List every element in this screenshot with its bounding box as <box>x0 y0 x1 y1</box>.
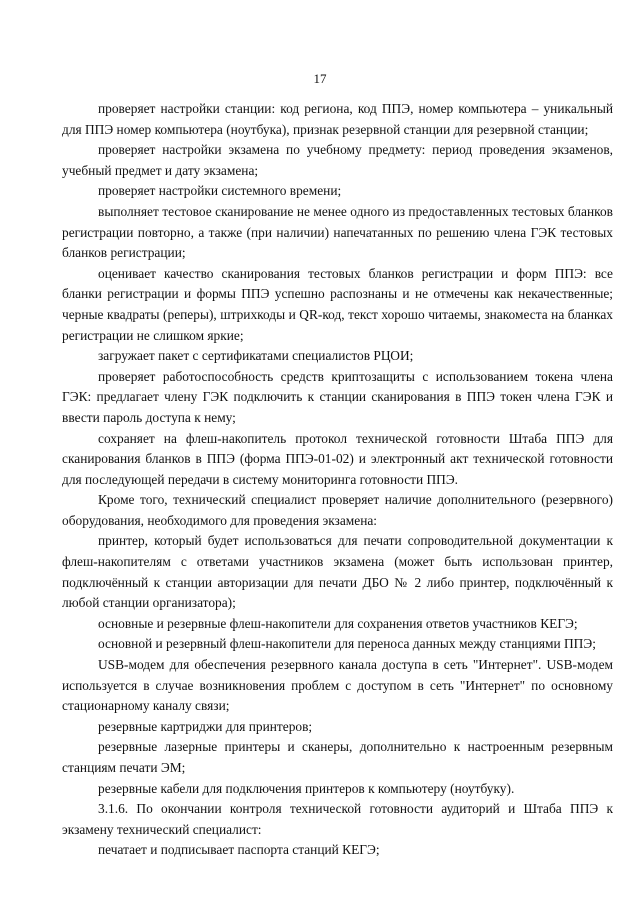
paragraph: проверяет настройки экзамена по учебному предмету: период проведения экзаменов, учебный предмет и дату экзамена; <box>62 142 613 178</box>
page-number: 17 <box>313 71 327 86</box>
paragraph: USB-модем для обеспечения резервного канала доступа в сеть "Интернет". USB-модем используется в случае возникновения проблем с доступом в сеть "Интернет" по основному стационарному каналу связи; <box>62 657 613 714</box>
paragraph: оценивает качество сканирования тестовых бланков регистрации и форм ППЭ: все бланки регистрации и формы ППЭ успешно распознаны и не отмечены как некачественные; черные квадраты (реперы), штрихкоды и QR-код, текст хорошо читаемы, знакоместа на бланках регистрации не слишком яркие; <box>62 265 613 343</box>
paragraph: проверяет настройки системного времени; <box>98 183 342 199</box>
paragraph: принтер, который будет использоваться для печати сопроводительной документации к флеш-накопителям с ответами участников экзамена (может быть использован принтер, подключённый к станции авторизации для печати ДБО № 2 либо принтер, подключённый к любой станции организатора); <box>62 533 613 611</box>
paragraph: сохраняет на флеш-накопитель протокол технической готовности Штаба ППЭ для сканирования бланков в ППЭ (форма ППЭ-01-02) и электронный акт технической готовности для последующей передачи в систему мониторинга готовности ППЭ. <box>62 430 613 487</box>
paragraph: основные и резервные флеш-накопители для сохранения ответов участников КЕГЭ; <box>98 615 578 631</box>
paragraph: проверяет настройки станции: код региона, код ППЭ, номер компьютера – уникальный для ППЭ номер компьютера (ноутбука), признак резервной станции для резервной станции; <box>62 101 613 137</box>
paragraph: загружает пакет с сертификатами специалистов РЦОИ; <box>98 348 414 364</box>
paragraph: резервные кабели для подключения принтеров к компьютеру (ноутбуку). <box>98 780 515 796</box>
document-body <box>62 99 613 861</box>
paragraph: выполняет тестовое сканирование не менее одного из предоставленных тестовых бланков регистрации повторно, а также (при наличии) напечатанных по решению члена ГЭК тестовых бланков регистрации; <box>62 203 613 261</box>
paragraph: проверяет работоспособность средств криптозащиты с использованием токена члена ГЭК: предлагает члену ГЭК подключить к станции сканирования в ППЭ токен члена ГЭК и ввести пароль доступа к нему; <box>62 368 613 425</box>
paragraph: Кроме того, технический специалист проверяет наличие дополнительного (резервного) оборудования, необходимого для проведения экзамена: <box>62 492 613 528</box>
paragraph: печатает и подписывает паспорта станций КЕГЭ; <box>98 842 380 858</box>
paragraph: резервные картриджи для принтеров; <box>98 718 313 734</box>
paragraph: основной и резервный флеш-накопители для переноса данных между станциями ППЭ; <box>98 636 596 652</box>
paragraph: 3.1.6. По окончании контроля технической готовности аудиторий и Штаба ППЭ к экзамену технический специалист: <box>62 801 613 837</box>
paragraph: резервные лазерные принтеры и сканеры, дополнительно к настроенным резервным станциям печати ЭМ; <box>62 739 613 775</box>
